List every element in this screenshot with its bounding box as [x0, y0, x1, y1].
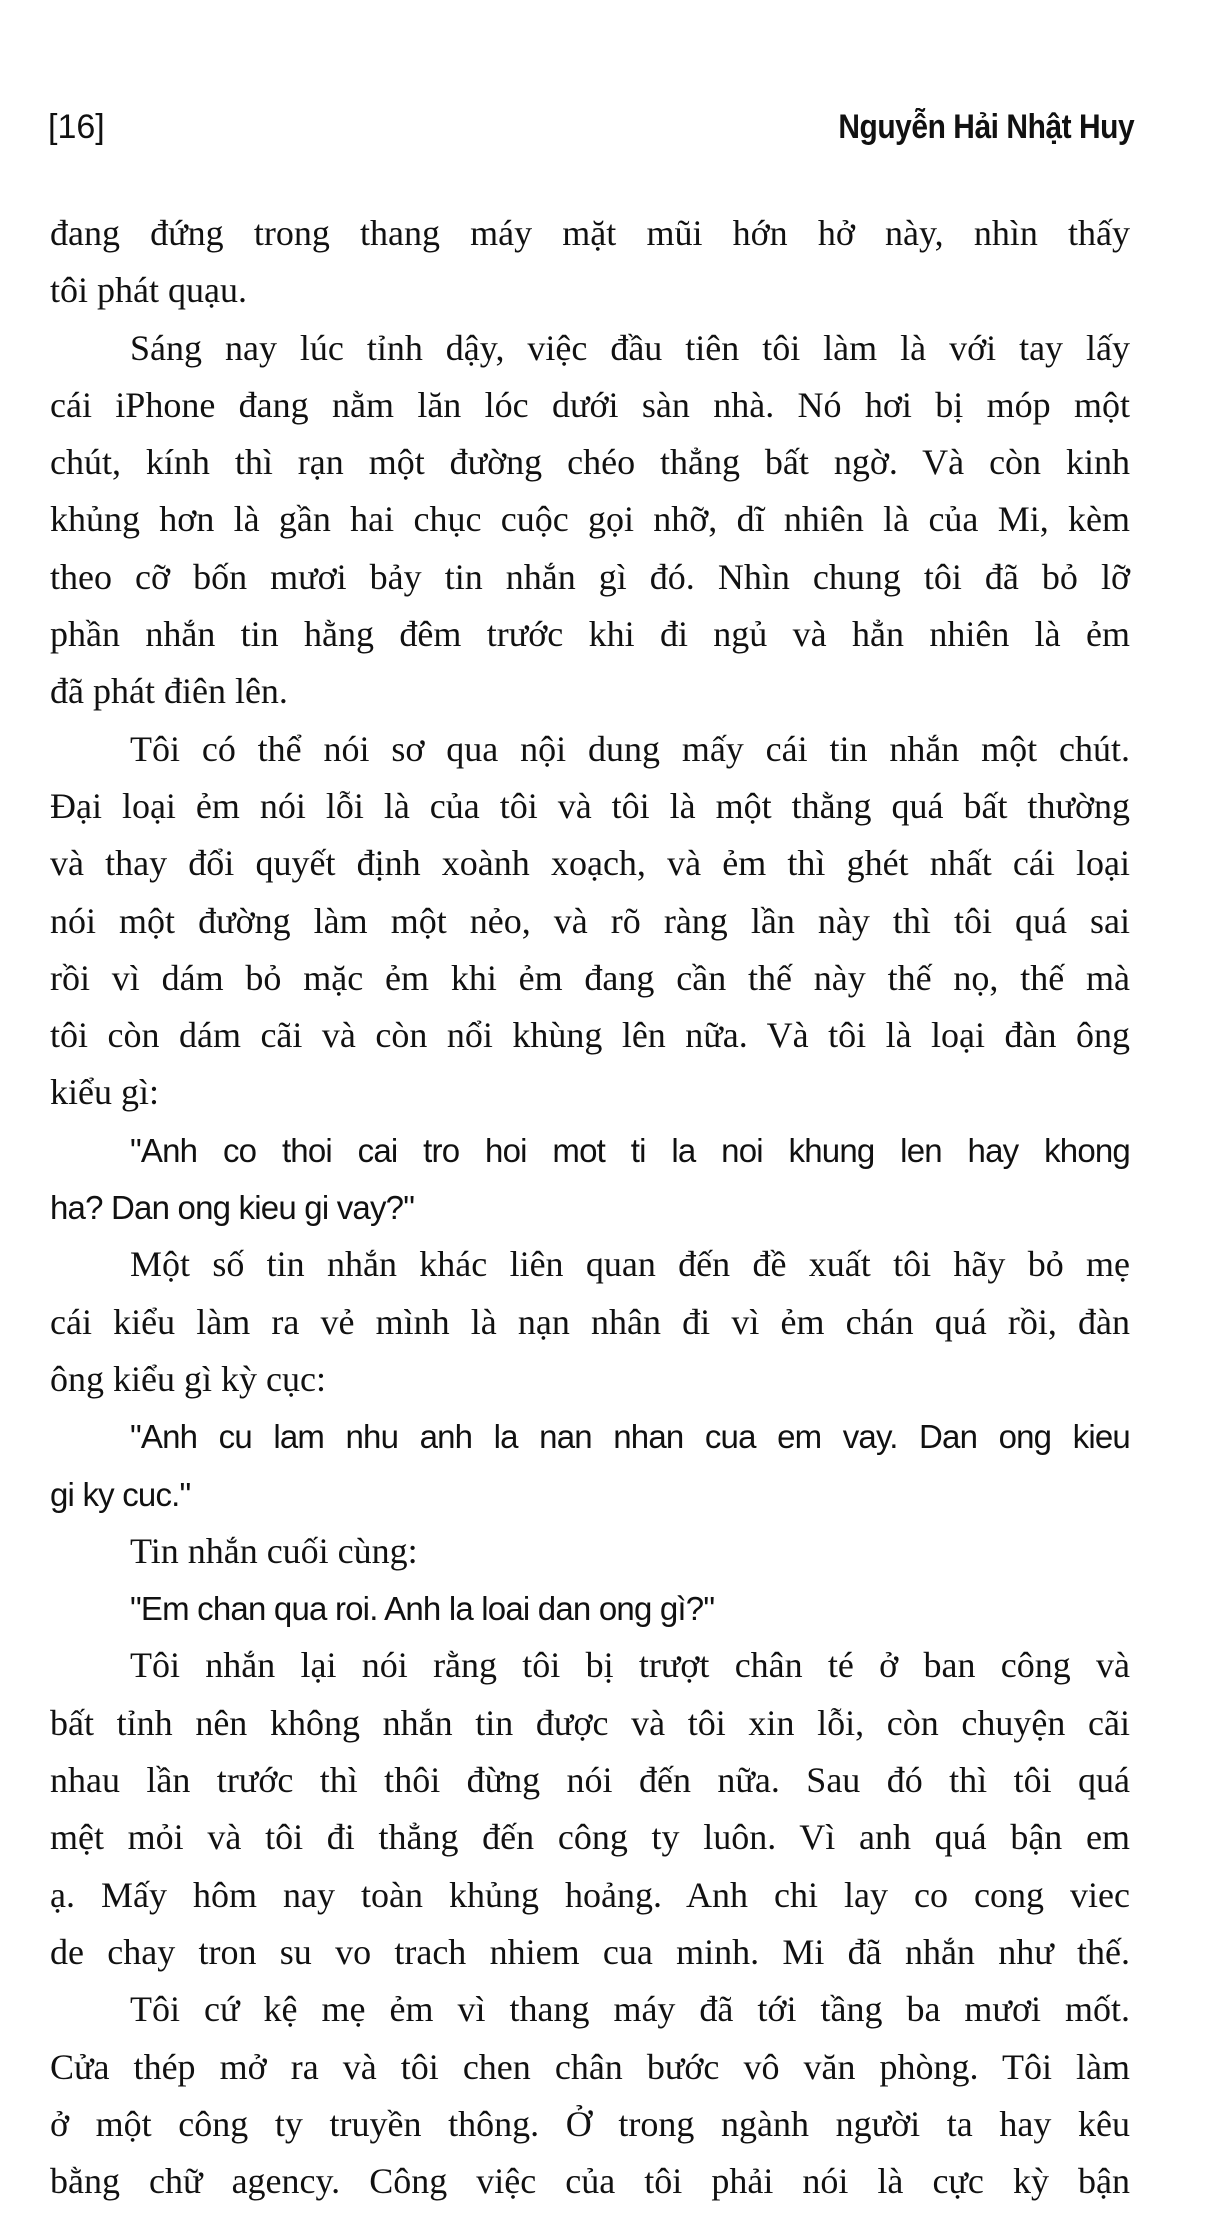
text-line: Một số tin nhắn khác liên quan đến đề xuất tôi hãy bỏ mẹ	[130, 1244, 1130, 1285]
text-line: Tôi nhắn lại nói rằng tôi bị trượt chân té ở ban công và	[130, 1645, 1130, 1686]
text-line: chút, kính thì rạn một đường chéo thẳng bất ngờ. Và còn kinh	[50, 442, 1130, 483]
page-number: [16]	[48, 108, 105, 146]
text-line: Tin nhắn cuối cùng:	[130, 1530, 418, 1571]
text-line: de chay tron su vo trach nhiem cua minh. Mi đã nhắn như thế.	[50, 1931, 1130, 1972]
text-line: đã phát điên lên.	[50, 671, 288, 712]
running-header-author: Nguyễn Hải Nhật Huy	[838, 108, 1134, 146]
text-line: tôi còn dám cãi và còn nổi khùng lên nữa. Và tôi là loại đàn ông	[50, 1015, 1130, 1056]
text-line: cái iPhone đang nằm lăn lóc dưới sàn nhà. Nó hơi bị móp một	[50, 384, 1130, 425]
text-line: khủng hơn là gần hai chục cuộc gọi nhỡ, dĩ nhiên là của Mi, kèm	[50, 499, 1130, 540]
quoted-message-line: ha? Dan ong kieu gi vay?"	[50, 1189, 415, 1227]
quoted-message-line: "Em chan qua roi. Anh la loai dan ong gì?"	[130, 1590, 715, 1628]
text-line: bất tỉnh nên không nhắn tin được và tôi xin lỗi, còn chuyện cãi	[50, 1702, 1130, 1743]
text-line: ở một công ty truyền thông. Ở trong ngành người ta hay kêu	[50, 2103, 1130, 2144]
quoted-message-line: "Anh cu lam nhu anh la nan nhan cua em vay. Dan ong kieu	[130, 1418, 1130, 1456]
text-line: ạ. Mấy hôm nay toàn khủng hoảng. Anh chi lay co cong viec	[50, 1874, 1130, 1915]
text-line: phần nhắn tin hằng đêm trước khi đi ngủ và hẳn nhiên là ẻm	[50, 614, 1130, 655]
text-line: Sáng nay lúc tỉnh dậy, việc đầu tiên tôi làm là với tay lấy	[130, 327, 1130, 368]
text-line: nói một đường làm một nẻo, và rõ ràng lần này thì tôi quá sai	[50, 900, 1130, 941]
text-line: mệt mỏi và tôi đi thẳng đến công ty luôn. Vì anh quá bận em	[50, 1817, 1130, 1858]
text-line: ông kiểu gì kỳ cục:	[50, 1358, 326, 1399]
quoted-message-line: gi ky cuc."	[50, 1475, 191, 1513]
text-line: đang đứng trong thang máy mặt mũi hớn hở này, nhìn thấy	[50, 213, 1130, 253]
text-line: Tôi có thể nói sơ qua nội dung mấy cái tin nhắn một chút.	[130, 728, 1130, 769]
text-line: nhau lần trước thì thôi đừng nói đến nữa. Sau đó thì tôi quá	[50, 1760, 1130, 1801]
text-line: Tôi cứ kệ mẹ ẻm vì thang máy đã tới tầng ba mươi mốt.	[130, 1989, 1130, 2030]
quoted-message-line: "Anh co thoi cai tro hoi mot ti la noi khung len hay khong	[130, 1131, 1130, 1169]
text-line: Đại loại ẻm nói lỗi là của tôi và tôi là một thằng quá bất thường	[50, 785, 1130, 826]
text-line: bằng chữ agency. Công việc của tôi phải nói là cực kỳ bận	[50, 2161, 1130, 2202]
text-line: và thay đổi quyết định xoành xoạch, và ẻm thì ghét nhất cái loại	[50, 843, 1130, 884]
text-line: cái kiểu làm ra vẻ mình là nạn nhân đi vì ẻm chán quá rồi, đàn	[50, 1301, 1130, 1342]
text-line: theo cỡ bốn mươi bảy tin nhắn gì đó. Nhìn chung tôi đã bỏ lỡ	[50, 556, 1130, 597]
text-line: rồi vì dám bỏ mặc ẻm khi ẻm đang cần thế này thế nọ, thế mà	[50, 957, 1130, 998]
text-line: tôi phát quạu.	[50, 270, 247, 311]
text-line: kiểu gì:	[50, 1072, 159, 1113]
text-line: Cửa thép mở ra và tôi chen chân bước vô văn phòng. Tôi làm	[50, 2046, 1130, 2087]
body-text	[50, 205, 1130, 2210]
